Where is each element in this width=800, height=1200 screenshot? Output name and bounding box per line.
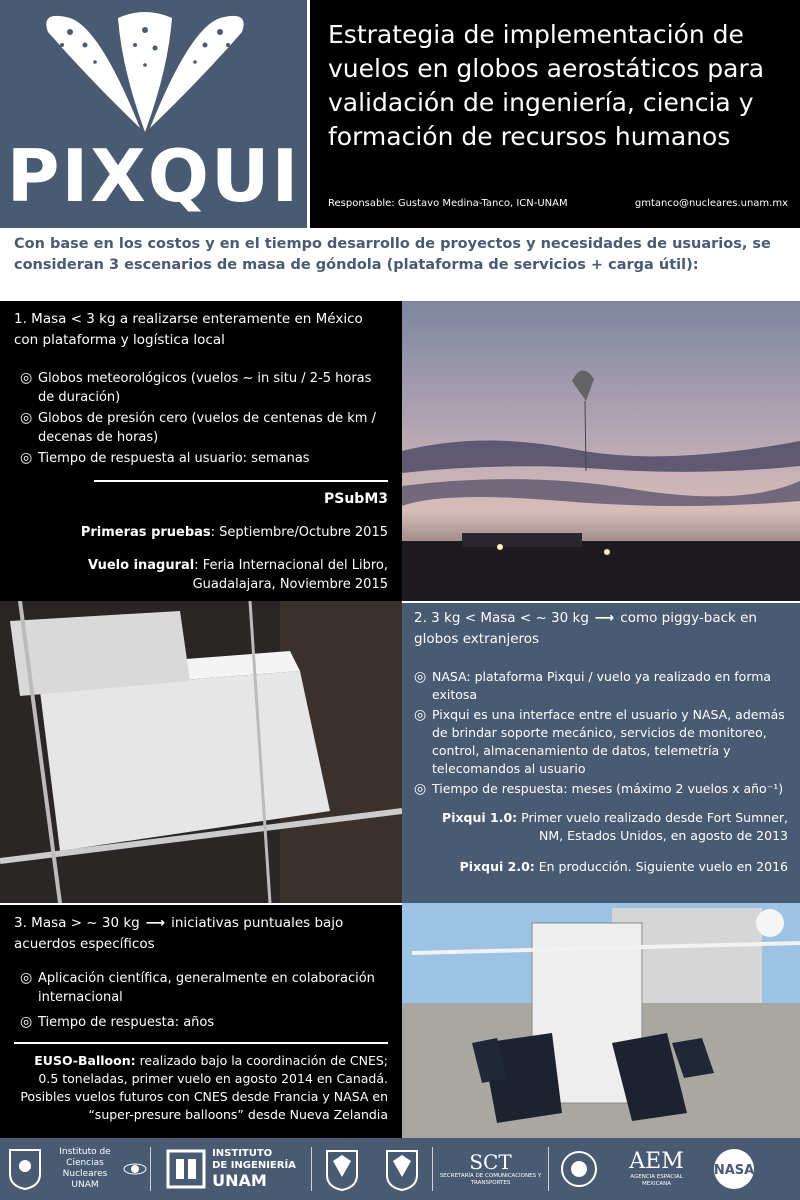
scenario-3-heading: 3. Masa > ~ 30 kg ⟶ iniciativas puntuales bajo acuerdos específicos xyxy=(14,915,344,952)
list-item: ◎ Globos de presión cero (vuelos de centenas de km / decenas de horas) xyxy=(20,410,376,445)
sct-logo: SCT SECRETARÍA DE COMUNICACIONES Y TRANSPORTES xyxy=(439,1150,542,1186)
intro-text: Con base en los costos y en el tiempo desarrollo de proyectos y necesidades de usuarios, se consideran 3 escenarios de masa de góndola (plataforma de servicios + carga útil): xyxy=(0,228,800,301)
scenario-1 xyxy=(0,301,402,601)
target-bullet-icon: ◎ xyxy=(20,410,33,426)
unam-shield-icon xyxy=(0,1148,50,1190)
pixqui-1-info: Pixqui 1.0: Primer vuelo realizado desde Fort Sumner, NM, Estados Unidos, en agosto de 2013 xyxy=(442,810,788,843)
ii-emblem-icon xyxy=(166,1149,206,1189)
pixqui-logo xyxy=(0,0,307,228)
list-item: ◎ Tiempo de respuesta al usuario: semanas xyxy=(20,450,310,466)
first-tests: Primeras pruebas: Septiembre/Octubre 2015 xyxy=(80,525,388,540)
unam-crest-icon xyxy=(312,1147,372,1191)
scenario-2 xyxy=(402,601,800,903)
atom-icon xyxy=(120,1156,150,1182)
header xyxy=(0,0,800,228)
target-bullet-icon: ◎ xyxy=(20,1014,33,1030)
icn-logo: Instituto de Ciencias Nucleares UNAM xyxy=(59,1147,111,1190)
scenario-1-heading: 1. Masa < 3 kg a realizarse enteramente en México con plataforma y logística local xyxy=(14,311,363,348)
mexico-seal-icon xyxy=(549,1149,609,1189)
aem-logo: AEM AGENCIA ESPACIAL MEXICANA xyxy=(629,1149,684,1187)
target-bullet-icon: ◎ xyxy=(414,707,427,723)
right-arrow-icon: ⟶ xyxy=(594,610,615,626)
footer-logos xyxy=(0,1138,800,1200)
list-item: ◎ Tiempo de respuesta: años xyxy=(20,1014,215,1030)
target-bullet-icon: ◎ xyxy=(20,450,33,466)
target-bullet-icon: ◎ xyxy=(414,669,427,685)
target-bullet-icon: ◎ xyxy=(414,781,427,797)
divider xyxy=(14,1042,388,1044)
balloon-petals-icon xyxy=(30,10,260,140)
list-item: ◎ Aplicación científica, generalmente en colaboración internacional xyxy=(20,970,375,1005)
scenario-2-heading: 2. 3 kg < Masa < ~ 30 kg ⟶ como piggy-back en globos extranjeros xyxy=(414,610,757,647)
list-item: ◎ Pixqui es una interface entre el usuario y NASA, además de brindar soporte mecánico, servicios de monitoreo, control, almacenamiento de datos, telemetría y telecomandos al usuario xyxy=(414,707,785,776)
nasa-logo xyxy=(704,1147,764,1191)
euso-balloon-info: EUSO-Balloon: realizado bajo la coordinación de CNES; 0.5 toneladas, primer vuelo en agosto 2014 en Canadá. Posibles vuelos futuros con CNES desde Francia y NASA en “super-presure balloons” desde Nueva Zelandia xyxy=(20,1053,388,1122)
list-item: ◎ Tiempo de respuesta: meses (máximo 2 vuelos x año⁻¹) xyxy=(414,781,784,797)
list-item: ◎ NASA: plataforma Pixqui / vuelo ya realizado en forma exitosa xyxy=(414,669,772,702)
pixqui-2-info: Pixqui 2.0: En producción. Siguiente vuelo en 2016 xyxy=(459,859,788,874)
gondola-photo xyxy=(0,601,402,903)
svg-text:NASA: NASA xyxy=(713,1163,755,1178)
poster-title: Estrategia de implementación de vuelos en globos aerostáticos para validación de ingeniería, ciencia y formación de recursos humanos xyxy=(328,20,765,151)
unam-crest-icon xyxy=(372,1147,432,1191)
solar-gondola-photo xyxy=(402,903,800,1138)
divider xyxy=(94,480,388,482)
balloon-dusk-photo xyxy=(402,301,800,601)
right-arrow-icon: ⟶ xyxy=(145,915,166,931)
title-panel xyxy=(307,0,800,228)
scenario-3 xyxy=(0,903,402,1138)
project-name: PSubM3 xyxy=(323,491,388,507)
logo-wordmark: PIXQUI xyxy=(6,134,301,218)
instituto-ingenieria-logo: INSTITUTO DE INGENIERÍA UNAM xyxy=(151,1148,311,1190)
email: gmtanco@nucleares.unam.mx xyxy=(634,198,788,209)
list-item: ◎ Globos meteorológicos (vuelos ~ in situ / 2-5 horas de duración) xyxy=(20,370,372,405)
target-bullet-icon: ◎ xyxy=(20,970,33,986)
target-bullet-icon: ◎ xyxy=(20,370,33,386)
responsible: Responsable: Gustavo Medina-Tanco, ICN-UNAM xyxy=(328,198,568,209)
inaugural-flight: Vuelo inagural: Feria Internacional del Libro, Guadalajara, Noviembre 2015 xyxy=(87,558,388,592)
